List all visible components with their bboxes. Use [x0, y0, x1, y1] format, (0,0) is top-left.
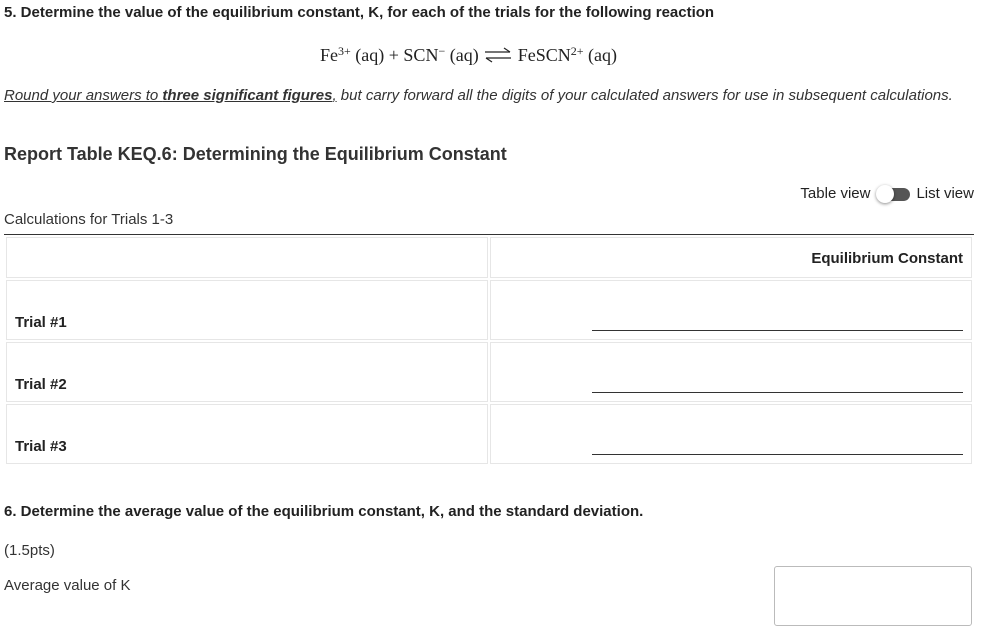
- trial-2-label: Trial #2: [15, 376, 67, 393]
- report-table-title: Report Table KEQ.6: Determining the Equilibrium Constant: [4, 144, 507, 164]
- trial-1-answer-cell: [490, 280, 972, 340]
- header-equilibrium-cell: [490, 237, 972, 278]
- toggle-knob: [876, 185, 894, 203]
- calculations-label: Calculations for Trials 1-3: [4, 211, 174, 228]
- points-label: (1.5pts): [4, 542, 55, 559]
- table-view-label[interactable]: Table view: [800, 185, 871, 202]
- product-fescn: FeSCN: [517, 45, 571, 65]
- reactant-fe: Fe: [320, 45, 338, 65]
- trial-2-answer-cell: [490, 342, 972, 402]
- table-row: [6, 342, 488, 402]
- equilibrium-arrows-icon: [483, 46, 513, 64]
- trial-3-label: Trial #3: [15, 438, 67, 455]
- reactant-scn: SCN: [403, 45, 439, 65]
- product-fescn-state: (aq): [588, 45, 617, 65]
- question-6-prompt: 6. Determine the average value of the equilibrium constant, K, and the standard deviation.: [4, 503, 644, 520]
- sig-fig-emphasis: three significant figures: [162, 87, 333, 104]
- list-view-label[interactable]: List view: [916, 185, 974, 202]
- trial-3-answer-input[interactable]: [592, 454, 963, 455]
- rounding-rest: but carry forward all the digits of your calculated answers for use in subsequent calculations.: [336, 87, 953, 104]
- trial-2-answer-input[interactable]: [592, 392, 963, 393]
- reaction-equation: [320, 44, 617, 66]
- reactant-fe-charge: 3+: [338, 44, 351, 58]
- table-row: [6, 404, 488, 464]
- reactant-scn-charge: −: [438, 44, 446, 58]
- reactant-fe-state: (aq): [355, 45, 385, 65]
- reactant-scn-state: (aq): [449, 45, 479, 65]
- header-empty-cell: [6, 237, 488, 278]
- trial-1-answer-input[interactable]: [592, 330, 963, 331]
- product-fescn-charge: 2+: [570, 44, 584, 58]
- average-k-input[interactable]: [774, 566, 972, 626]
- trial-1-label: Trial #1: [15, 314, 67, 331]
- average-k-label: Average value of K: [4, 577, 131, 594]
- question-5-prompt: 5. Determine the value of the equilibrium constant, K, for each of the trials for the following reaction: [4, 4, 715, 21]
- table-divider: [4, 234, 974, 235]
- plus-sign: +: [388, 45, 399, 65]
- view-toggle[interactable]: [800, 185, 974, 202]
- trial-3-answer-cell: [490, 404, 972, 464]
- rounding-instructions: [4, 86, 964, 105]
- table-row: [6, 280, 488, 340]
- equilibrium-constant-header: Equilibrium Constant: [811, 250, 963, 267]
- view-toggle-switch[interactable]: [876, 186, 910, 202]
- rounding-underlined: Round your answers to three significant figures,: [4, 87, 337, 104]
